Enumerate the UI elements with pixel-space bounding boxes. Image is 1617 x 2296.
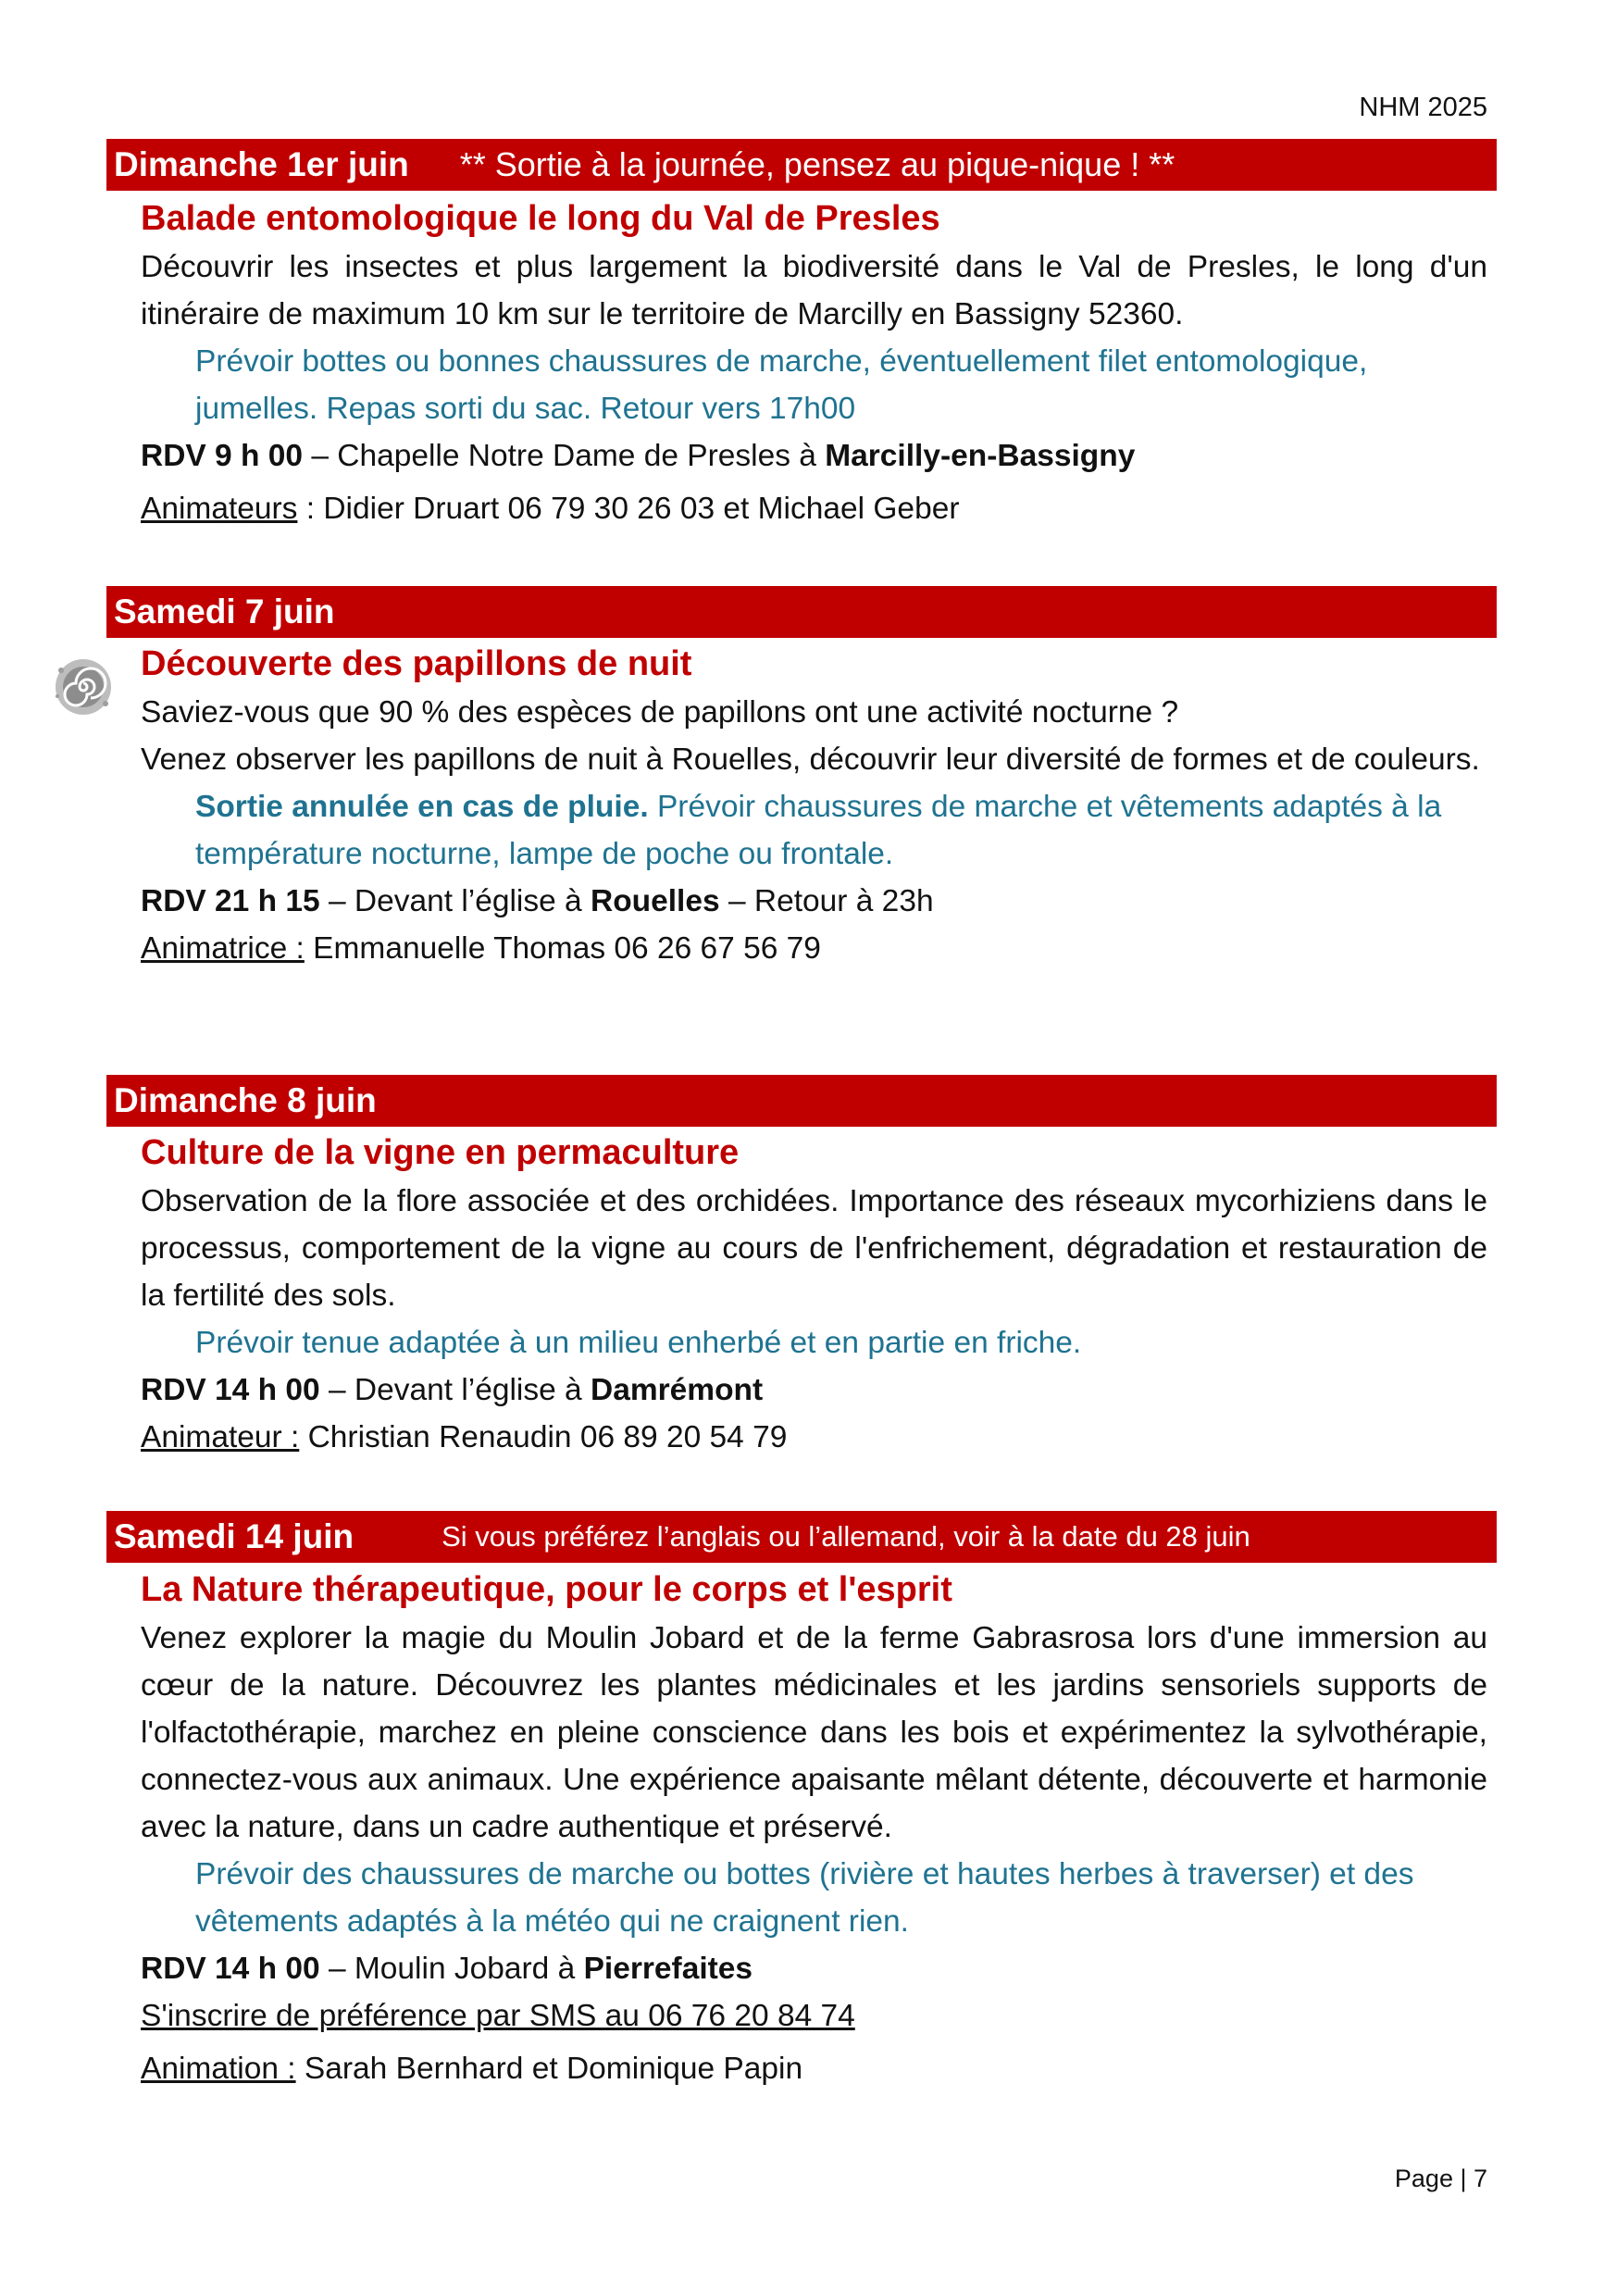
rdv-text: – Moulin Jobard à	[319, 1952, 584, 1986]
document-header-tag: NHM 2025	[1359, 93, 1487, 122]
leader-text: Christian Renaudin 06 89 20 54 79	[299, 1420, 788, 1454]
rdv-after: – Retour à 23h	[719, 884, 934, 918]
event-rdv	[141, 432, 1487, 480]
event-leader	[141, 925, 1487, 972]
leader-label: Animation :	[141, 2052, 296, 2086]
rdv-place: Marcilly-en-Bassigny	[825, 439, 1136, 473]
rdv-place: Damrémont	[591, 1373, 764, 1407]
advice-text: Prévoir chaussures de marche et vêtements adaptés à la température nocturne, lampe de poche ou frontale.	[195, 790, 1442, 871]
event-3	[141, 1128, 1487, 1461]
leader-label: Animateur :	[141, 1420, 300, 1454]
event-advice: Prévoir des chaussures de marche ou bottes (rivière et hautes herbes à traverser) et des vêtements adaptés à la météo qui ne craignent rien.	[195, 1857, 1414, 1939]
rdv-text: – Devant l’église à	[319, 1373, 591, 1407]
event-2	[141, 639, 1487, 972]
event-leader	[141, 2045, 1487, 2092]
event-title: Culture de la vigne en permaculture	[141, 1133, 740, 1172]
leader-text: Emmanuelle Thomas 06 26 67 56 79	[304, 931, 821, 966]
event-1	[141, 193, 1487, 532]
date-banner-3	[106, 1075, 1497, 1127]
event-description: Observation de la flore associée et des orchidées. Importance des réseaux mycorhiziens dans le processus, comportement de la vigne au cours de l'enfrichement, dégradation et restauration de la fertilité des sols.	[141, 1184, 1487, 1313]
rdv-label: RDV 14 h 00	[141, 1373, 320, 1407]
event-leader	[141, 1414, 1487, 1461]
signup-note: S'inscrire de préférence par SMS au 06 76 20 84 74	[141, 1999, 855, 2033]
date-label: Samedi 7 juin	[114, 593, 335, 630]
rdv-place: Pierrefaites	[583, 1952, 753, 1986]
leader-text: : Didier Druart 06 79 30 26 03 et Michael Geber	[297, 492, 960, 526]
event-advice: Prévoir bottes ou bonnes chaussures de marche, éventuellement filet entomologique, jumelles. Repas sorti du sac. Retour vers 17h00	[195, 344, 1368, 426]
event-rdv	[141, 1366, 1487, 1414]
date-note: ** Sortie à la journée, pensez au pique-nique ! **	[459, 145, 1175, 183]
rdv-label: RDV 14 h 00	[141, 1952, 320, 1986]
date-label: Samedi 14 juin	[114, 1517, 354, 1555]
event-advice: Prévoir tenue adaptée à un milieu enherbé et en partie en friche.	[195, 1326, 1082, 1360]
event-leader	[141, 485, 1487, 532]
date-note: Si vous préférez l’anglais ou l’allemand, voir à la date du 28 juin	[442, 1520, 1250, 1553]
advice-warning: Sortie annulée en cas de pluie.	[195, 790, 649, 824]
event-rdv	[141, 1945, 1487, 1992]
event-4	[141, 1565, 1487, 2092]
event-description: Découvrir les insectes et plus largement la biodiversité dans le Val de Presles, le long d'un itinéraire de maximum 10 km sur le territoire de Marcilly en Bassigny 52360.	[141, 250, 1487, 331]
date-label: Dimanche 8 juin	[114, 1081, 377, 1119]
event-description-2: Venez observer les papillons de nuit à Rouelles, découvrir leur diversité de formes et de couleurs.	[141, 742, 1480, 777]
event-advice	[195, 783, 1487, 878]
date-banner-4	[106, 1511, 1497, 1563]
moth-spiral-icon	[48, 652, 118, 722]
leader-label: Animatrice :	[141, 931, 305, 966]
rdv-text: – Chapelle Notre Dame de Presles à	[303, 439, 826, 473]
date-banner-2	[106, 586, 1497, 638]
rdv-text: – Devant l’église à	[319, 884, 591, 918]
rdv-label: RDV 9 h 00	[141, 439, 304, 473]
rdv-place: Rouelles	[591, 884, 720, 918]
event-title: Découverte des papillons de nuit	[141, 644, 692, 683]
event-title: La Nature thérapeutique, pour le corps et l'esprit	[141, 1570, 952, 1609]
event-title: Balade entomologique le long du Val de Presles	[141, 199, 940, 238]
event-rdv	[141, 878, 1487, 925]
event-description: Venez explorer la magie du Moulin Jobard et de la ferme Gabrasrosa lors d'une immersion au cœur de la nature. Découvrez les plantes médicinales et les jardins sensoriels supports de l'olfactothérapie, marchez en pleine conscience dans les bois et expérimentez la sylvothérapie, connectez-vous aux animaux. Une expérience apaisante mêlant détente, découverte et harmonie avec la nature, dans un cadre authentique et préservé.	[141, 1621, 1487, 1844]
rdv-label: RDV 21 h 15	[141, 884, 320, 918]
date-banner-1	[106, 139, 1497, 191]
page-number: Page | 7	[1394, 2165, 1487, 2192]
date-label: Dimanche 1er juin	[114, 145, 409, 183]
leader-text: Sarah Bernhard et Dominique Papin	[295, 2052, 803, 2086]
leader-label: Animateurs	[141, 492, 298, 526]
event-description-1: Saviez-vous que 90 % des espèces de papillons ont une activité nocturne ?	[141, 695, 1179, 730]
